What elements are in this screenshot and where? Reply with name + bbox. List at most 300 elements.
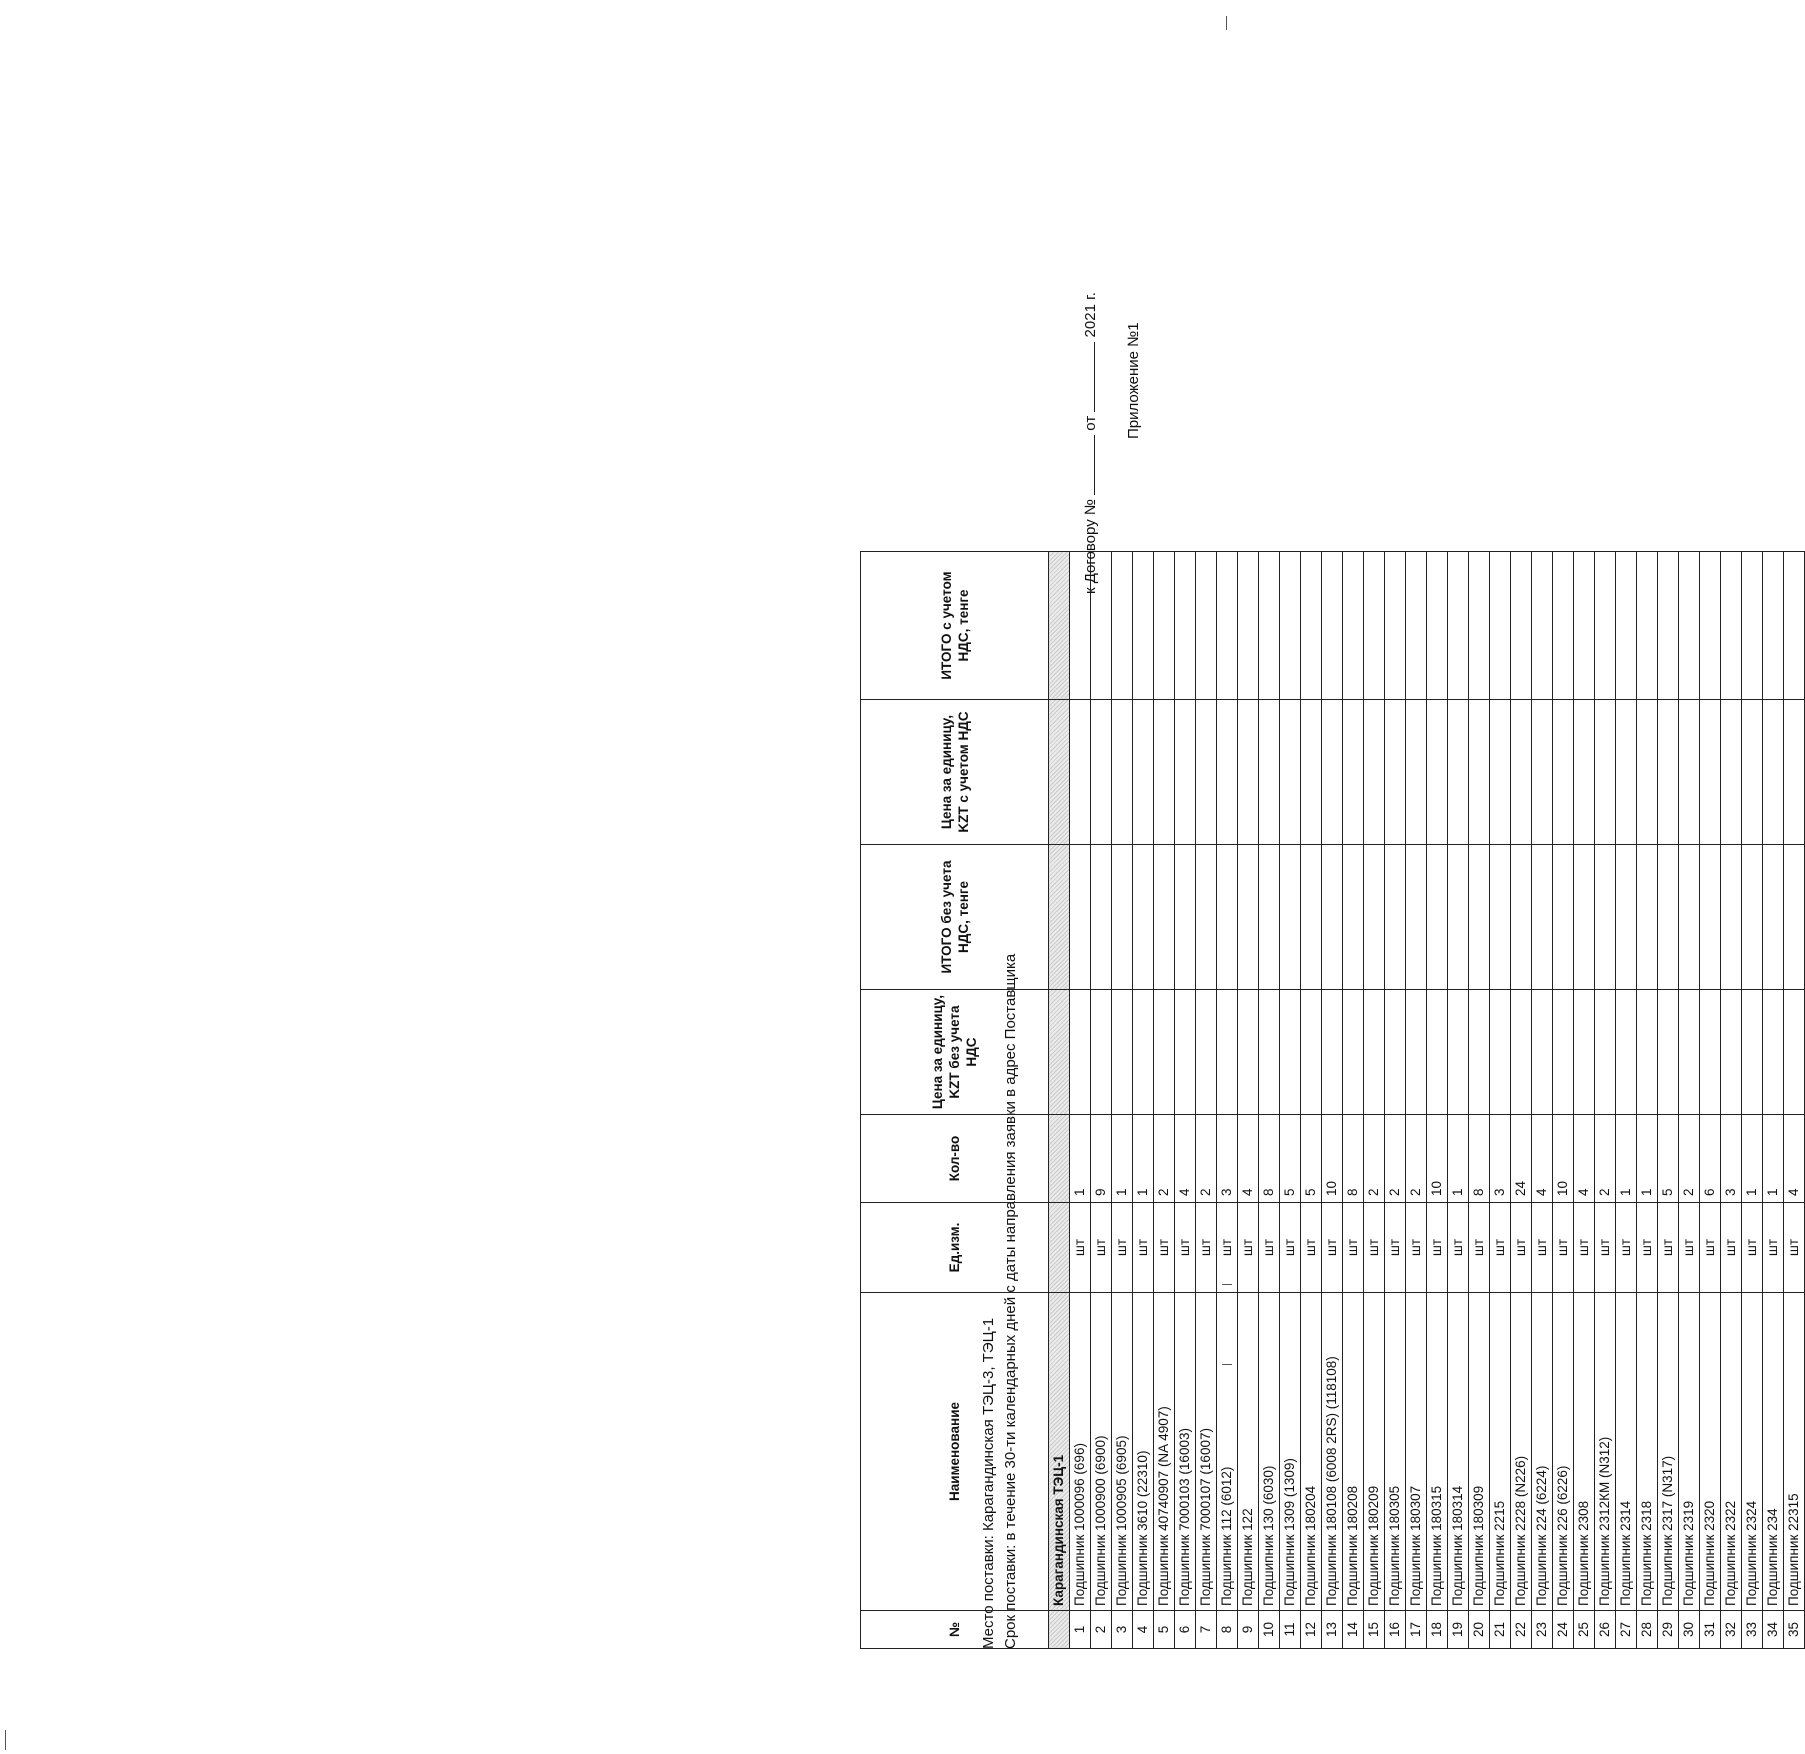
section-cell [1049, 552, 1070, 700]
row-unit: шт [1343, 1203, 1364, 1293]
row-price-no-vat [1532, 990, 1553, 1115]
section-title: Карагандинская ТЭЦ-1 [1049, 1293, 1070, 1611]
row-total-no-vat [1595, 845, 1616, 990]
row-num: 28 [1637, 1611, 1658, 1649]
row-price-no-vat [1280, 990, 1301, 1115]
row-price-vat [1658, 700, 1679, 845]
row-price-no-vat [1175, 990, 1196, 1115]
table-row [1385, 552, 1406, 1649]
row-name: Подшипник 1309 (1309) [1280, 1293, 1301, 1611]
table-row [1616, 552, 1637, 1649]
contract-prefix: к Договору № [1082, 499, 1099, 594]
row-price-vat [1511, 700, 1532, 845]
row-total-no-vat [1154, 845, 1175, 990]
row-qty: 5 [1301, 1115, 1322, 1203]
items-table-wrapper [860, 551, 1805, 1649]
row-name: Подшипник 2319 [1679, 1293, 1700, 1611]
row-unit: шт [1511, 1203, 1532, 1293]
row-total-vat [1553, 552, 1574, 700]
row-total-no-vat [1700, 845, 1721, 990]
row-name: Подшипник 2215 [1490, 1293, 1511, 1611]
row-num: 24 [1553, 1611, 1574, 1649]
table-row [1364, 552, 1385, 1649]
row-name: Подшипник 180314 [1448, 1293, 1469, 1611]
table-row [1469, 552, 1490, 1649]
row-unit: шт [1133, 1203, 1154, 1293]
row-total-vat [1364, 552, 1385, 700]
row-qty: 2 [1385, 1115, 1406, 1203]
row-price-vat [1490, 700, 1511, 845]
row-price-vat [1784, 700, 1805, 845]
row-price-no-vat [1595, 990, 1616, 1115]
row-price-vat [1595, 700, 1616, 845]
table-row [1532, 552, 1553, 1649]
row-unit: шт [1490, 1203, 1511, 1293]
row-qty: 1 [1070, 1115, 1091, 1203]
row-price-no-vat [1112, 990, 1133, 1115]
row-total-no-vat [1616, 845, 1637, 990]
delivery-term: Срок поставки: в течение 30-ти календарных дней с даты направления заявки в адрес Поставщика [1002, 953, 1019, 1649]
appendix-label: Приложение №1 [1125, 322, 1142, 439]
row-unit: шт [1427, 1203, 1448, 1293]
row-total-vat [1133, 552, 1154, 700]
row-num: 4 [1133, 1611, 1154, 1649]
table-row [1448, 552, 1469, 1649]
row-name: Подшипник 130 (6030) [1259, 1293, 1280, 1611]
row-total-vat [1343, 552, 1364, 700]
row-num: 6 [1175, 1611, 1196, 1649]
table-row [1763, 552, 1784, 1649]
row-unit: шт [1574, 1203, 1595, 1293]
row-total-vat [1490, 552, 1511, 700]
row-total-vat [1112, 552, 1133, 700]
row-price-no-vat [1658, 990, 1679, 1115]
row-price-vat [1091, 700, 1112, 845]
row-num: 2 [1091, 1611, 1112, 1649]
row-total-vat [1070, 552, 1091, 700]
row-num: 22 [1511, 1611, 1532, 1649]
row-unit: шт [1784, 1203, 1805, 1293]
row-total-vat [1532, 552, 1553, 700]
table-row [1511, 552, 1532, 1649]
row-total-vat [1721, 552, 1742, 700]
row-unit: шт [1679, 1203, 1700, 1293]
row-price-no-vat [1553, 990, 1574, 1115]
row-num: 32 [1721, 1611, 1742, 1649]
table-row [1343, 552, 1364, 1649]
table-row [1637, 552, 1658, 1649]
row-total-no-vat [1343, 845, 1364, 990]
row-total-no-vat [1091, 845, 1112, 990]
row-price-no-vat [1091, 990, 1112, 1115]
row-unit: шт [1532, 1203, 1553, 1293]
row-total-vat [1637, 552, 1658, 700]
row-total-no-vat [1574, 845, 1595, 990]
row-unit: шт [1763, 1203, 1784, 1293]
row-price-vat [1364, 700, 1385, 845]
row-name: Подшипник 7000103 (16003) [1175, 1293, 1196, 1611]
row-price-vat [1616, 700, 1637, 845]
row-price-no-vat [1259, 990, 1280, 1115]
row-qty: 24 [1511, 1115, 1532, 1203]
table-row [1154, 552, 1175, 1649]
scan-artifact [1222, 1364, 1232, 1365]
table-header-row [861, 552, 1049, 1649]
row-name: Подшипник 3610 (22310) [1133, 1293, 1154, 1611]
row-name: Подшипник 7000107 (16007) [1196, 1293, 1217, 1611]
row-price-no-vat [1406, 990, 1427, 1115]
table-row [1301, 552, 1322, 1649]
row-num: 29 [1658, 1611, 1679, 1649]
row-price-no-vat [1721, 990, 1742, 1115]
row-num: 34 [1763, 1611, 1784, 1649]
row-qty: 1 [1133, 1115, 1154, 1203]
row-name: Подшипник 1000096 (696) [1070, 1293, 1091, 1611]
row-unit: шт [1637, 1203, 1658, 1293]
row-num: 9 [1238, 1611, 1259, 1649]
row-total-vat [1091, 552, 1112, 700]
row-name: Подшипник 1000905 (6905) [1112, 1293, 1133, 1611]
row-qty: 1 [1616, 1115, 1637, 1203]
row-price-vat [1448, 700, 1469, 845]
row-price-vat [1259, 700, 1280, 845]
row-price-no-vat [1448, 990, 1469, 1115]
table-row [1259, 552, 1280, 1649]
row-price-no-vat [1616, 990, 1637, 1115]
row-qty: 2 [1406, 1115, 1427, 1203]
row-name: Подшипник 2318 [1637, 1293, 1658, 1611]
row-unit: шт [1259, 1203, 1280, 1293]
row-price-no-vat [1238, 990, 1259, 1115]
row-total-no-vat [1280, 845, 1301, 990]
row-qty: 5 [1280, 1115, 1301, 1203]
row-unit: шт [1091, 1203, 1112, 1293]
row-total-vat [1406, 552, 1427, 700]
delivery-place: Место поставки: Карагандинская ТЭЦ-3, ТЭЦ-1 [980, 1317, 997, 1649]
row-total-vat [1742, 552, 1763, 700]
row-price-vat [1637, 700, 1658, 845]
row-total-vat [1322, 552, 1343, 700]
row-total-vat [1679, 552, 1700, 700]
table-row [1742, 552, 1763, 1649]
row-unit: шт [1112, 1203, 1133, 1293]
row-num: 3 [1112, 1611, 1133, 1649]
row-total-vat [1448, 552, 1469, 700]
row-qty: 8 [1343, 1115, 1364, 1203]
row-price-vat [1175, 700, 1196, 845]
row-unit: шт [1469, 1203, 1490, 1293]
row-price-vat [1763, 700, 1784, 845]
row-name: Подшипник 2320 [1700, 1293, 1721, 1611]
row-name: Подшипник 2312КМ (N312) [1595, 1293, 1616, 1611]
row-name: Подшипник 40740907 (NA 4907) [1154, 1293, 1175, 1611]
row-total-no-vat [1112, 845, 1133, 990]
row-total-no-vat [1259, 845, 1280, 990]
row-num: 10 [1259, 1611, 1280, 1649]
row-qty: 3 [1721, 1115, 1742, 1203]
row-total-no-vat [1742, 845, 1763, 990]
scan-artifact [1226, 16, 1227, 30]
row-price-vat [1679, 700, 1700, 845]
row-price-no-vat [1133, 990, 1154, 1115]
row-num: 33 [1742, 1611, 1763, 1649]
row-num: 21 [1490, 1611, 1511, 1649]
row-name: Подшипник 180309 [1469, 1293, 1490, 1611]
row-price-vat [1154, 700, 1175, 845]
scan-artifact [1222, 1284, 1232, 1285]
row-qty: 4 [1175, 1115, 1196, 1203]
header-qty: Кол-во [861, 1115, 1049, 1203]
section-cell [1049, 700, 1070, 845]
row-total-vat [1259, 552, 1280, 700]
row-price-no-vat [1637, 990, 1658, 1115]
row-name: Подшипник 2317 (N317) [1658, 1293, 1679, 1611]
row-price-no-vat [1217, 990, 1238, 1115]
row-num: 31 [1700, 1611, 1721, 1649]
contract-number-blank [1080, 435, 1095, 495]
row-total-vat [1175, 552, 1196, 700]
row-price-no-vat [1154, 990, 1175, 1115]
section-num [1049, 1611, 1070, 1649]
row-price-no-vat [1301, 990, 1322, 1115]
row-num: 18 [1427, 1611, 1448, 1649]
row-qty: 8 [1469, 1115, 1490, 1203]
row-price-vat [1553, 700, 1574, 845]
row-total-no-vat [1238, 845, 1259, 990]
row-num: 25 [1574, 1611, 1595, 1649]
row-total-vat [1511, 552, 1532, 700]
row-unit: шт [1616, 1203, 1637, 1293]
row-price-no-vat [1511, 990, 1532, 1115]
table-row [1175, 552, 1196, 1649]
row-price-no-vat [1700, 990, 1721, 1115]
row-qty: 10 [1427, 1115, 1448, 1203]
row-total-no-vat [1364, 845, 1385, 990]
row-total-vat [1595, 552, 1616, 700]
table-row [1280, 552, 1301, 1649]
row-total-vat [1763, 552, 1784, 700]
contract-year: 2021 г. [1082, 292, 1099, 338]
contract-from: от [1082, 415, 1099, 431]
row-unit: шт [1238, 1203, 1259, 1293]
row-total-vat [1280, 552, 1301, 700]
row-name: Подшипник 122 [1238, 1293, 1259, 1611]
table-row [1658, 552, 1679, 1649]
row-unit: шт [1364, 1203, 1385, 1293]
row-num: 19 [1448, 1611, 1469, 1649]
row-qty: 1 [1742, 1115, 1763, 1203]
row-total-vat [1385, 552, 1406, 700]
row-total-vat [1469, 552, 1490, 700]
row-unit: шт [1700, 1203, 1721, 1293]
row-qty: 10 [1553, 1115, 1574, 1203]
row-qty: 4 [1574, 1115, 1595, 1203]
row-price-no-vat [1070, 990, 1091, 1115]
row-qty: 6 [1700, 1115, 1721, 1203]
row-unit: шт [1322, 1203, 1343, 1293]
row-total-no-vat [1175, 845, 1196, 990]
header-num: № [861, 1611, 1049, 1649]
table-row [1700, 552, 1721, 1649]
row-total-no-vat [1427, 845, 1448, 990]
row-price-vat [1532, 700, 1553, 845]
row-total-vat [1574, 552, 1595, 700]
row-num: 14 [1343, 1611, 1364, 1649]
row-num: 1 [1070, 1611, 1091, 1649]
row-name: Подшипник 180108 (6008 2RS) (118108) [1322, 1293, 1343, 1611]
row-name: Подшипник 180305 [1385, 1293, 1406, 1611]
row-num: 17 [1406, 1611, 1427, 1649]
row-price-no-vat [1322, 990, 1343, 1115]
section-cell [1049, 1203, 1070, 1293]
header-total-no-vat: ИТОГО без учета НДС, тенге [861, 845, 1049, 990]
row-total-no-vat [1532, 845, 1553, 990]
table-row [1070, 552, 1091, 1649]
row-num: 27 [1616, 1611, 1637, 1649]
row-total-no-vat [1679, 845, 1700, 990]
row-total-no-vat [1763, 845, 1784, 990]
row-num: 35 [1784, 1611, 1805, 1649]
row-total-no-vat [1490, 845, 1511, 990]
row-price-vat [1700, 700, 1721, 845]
row-num: 26 [1595, 1611, 1616, 1649]
row-price-vat [1280, 700, 1301, 845]
row-total-no-vat [1553, 845, 1574, 990]
row-name: Подшипник 2228 (N226) [1511, 1293, 1532, 1611]
row-price-no-vat [1784, 990, 1805, 1115]
row-price-vat [1217, 700, 1238, 845]
row-price-vat [1574, 700, 1595, 845]
row-name: Подшипник 180307 [1406, 1293, 1427, 1611]
row-unit: шт [1280, 1203, 1301, 1293]
row-unit: шт [1385, 1203, 1406, 1293]
row-num: 30 [1679, 1611, 1700, 1649]
table-row [1427, 552, 1448, 1649]
table-row [1574, 552, 1595, 1649]
row-total-no-vat [1301, 845, 1322, 990]
row-total-vat [1616, 552, 1637, 700]
section-row [1049, 552, 1070, 1649]
row-name: Подшипник 180209 [1364, 1293, 1385, 1611]
table-row [1721, 552, 1742, 1649]
row-total-no-vat [1784, 845, 1805, 990]
row-total-no-vat [1406, 845, 1427, 990]
row-num: 7 [1196, 1611, 1217, 1649]
row-name: Подшипник 2324 [1742, 1293, 1763, 1611]
row-total-no-vat [1469, 845, 1490, 990]
row-qty: 2 [1364, 1115, 1385, 1203]
row-num: 16 [1385, 1611, 1406, 1649]
row-unit: шт [1070, 1203, 1091, 1293]
row-price-vat [1742, 700, 1763, 845]
row-name: Подшипник 2314 [1616, 1293, 1637, 1611]
header-total-vat: ИТОГО с учетом НДС, тенге [861, 552, 1049, 700]
row-qty: 3 [1490, 1115, 1511, 1203]
row-name: Подшипник 226 (6226) [1553, 1293, 1574, 1611]
row-unit: шт [1742, 1203, 1763, 1293]
row-qty: 3 [1217, 1115, 1238, 1203]
table-row [1490, 552, 1511, 1649]
row-unit: шт [1595, 1203, 1616, 1293]
row-num: 15 [1364, 1611, 1385, 1649]
header-price-no-vat: Цена за единицу, KZT без учета НДС [861, 990, 1049, 1115]
row-price-no-vat [1763, 990, 1784, 1115]
table-row [1217, 552, 1238, 1649]
row-price-no-vat [1196, 990, 1217, 1115]
row-total-no-vat [1658, 845, 1679, 990]
row-price-vat [1070, 700, 1091, 845]
table-row [1091, 552, 1112, 1649]
row-num: 20 [1469, 1611, 1490, 1649]
row-name: Подшипник 2322 [1721, 1293, 1742, 1611]
row-qty: 2 [1154, 1115, 1175, 1203]
row-price-no-vat [1385, 990, 1406, 1115]
row-name: Подшипник 112 (6012) [1217, 1293, 1238, 1611]
row-total-vat [1196, 552, 1217, 700]
section-cell [1049, 845, 1070, 990]
contract-reference [1080, 292, 1099, 594]
row-qty: 1 [1112, 1115, 1133, 1203]
row-num: 13 [1322, 1611, 1343, 1649]
row-unit: шт [1196, 1203, 1217, 1293]
row-total-no-vat [1217, 845, 1238, 990]
scan-artifact [5, 1730, 6, 1750]
row-name: Подшипник 2308 [1574, 1293, 1595, 1611]
row-price-vat [1406, 700, 1427, 845]
row-unit: шт [1721, 1203, 1742, 1293]
table-row [1322, 552, 1343, 1649]
row-total-no-vat [1133, 845, 1154, 990]
table-row [1406, 552, 1427, 1649]
row-total-no-vat [1637, 845, 1658, 990]
items-table [860, 551, 1805, 1649]
row-total-no-vat [1385, 845, 1406, 990]
row-total-vat [1427, 552, 1448, 700]
row-qty: 5 [1658, 1115, 1679, 1203]
row-name: Подшипник 180204 [1301, 1293, 1322, 1611]
row-unit: шт [1553, 1203, 1574, 1293]
row-qty: 1 [1637, 1115, 1658, 1203]
row-name: Подшипник 224 (6224) [1532, 1293, 1553, 1611]
row-qty: 1 [1763, 1115, 1784, 1203]
row-unit: шт [1448, 1203, 1469, 1293]
row-price-vat [1343, 700, 1364, 845]
row-num: 12 [1301, 1611, 1322, 1649]
row-num: 23 [1532, 1611, 1553, 1649]
table-row [1112, 552, 1133, 1649]
row-num: 5 [1154, 1611, 1175, 1649]
table-row [1133, 552, 1154, 1649]
row-unit: шт [1658, 1203, 1679, 1293]
row-total-no-vat [1070, 845, 1091, 990]
table-row [1595, 552, 1616, 1649]
row-num: 11 [1280, 1611, 1301, 1649]
row-qty: 9 [1091, 1115, 1112, 1203]
row-num: 8 [1217, 1611, 1238, 1649]
row-unit: шт [1175, 1203, 1196, 1293]
row-qty: 4 [1784, 1115, 1805, 1203]
row-price-no-vat [1427, 990, 1448, 1115]
section-cell [1049, 990, 1070, 1115]
row-price-vat [1238, 700, 1259, 845]
row-name: Подшипник 234 [1763, 1293, 1784, 1611]
row-unit: шт [1301, 1203, 1322, 1293]
row-qty: 4 [1532, 1115, 1553, 1203]
row-total-no-vat [1511, 845, 1532, 990]
row-total-vat [1238, 552, 1259, 700]
row-qty: 8 [1259, 1115, 1280, 1203]
row-name: Подшипник 1000900 (6900) [1091, 1293, 1112, 1611]
